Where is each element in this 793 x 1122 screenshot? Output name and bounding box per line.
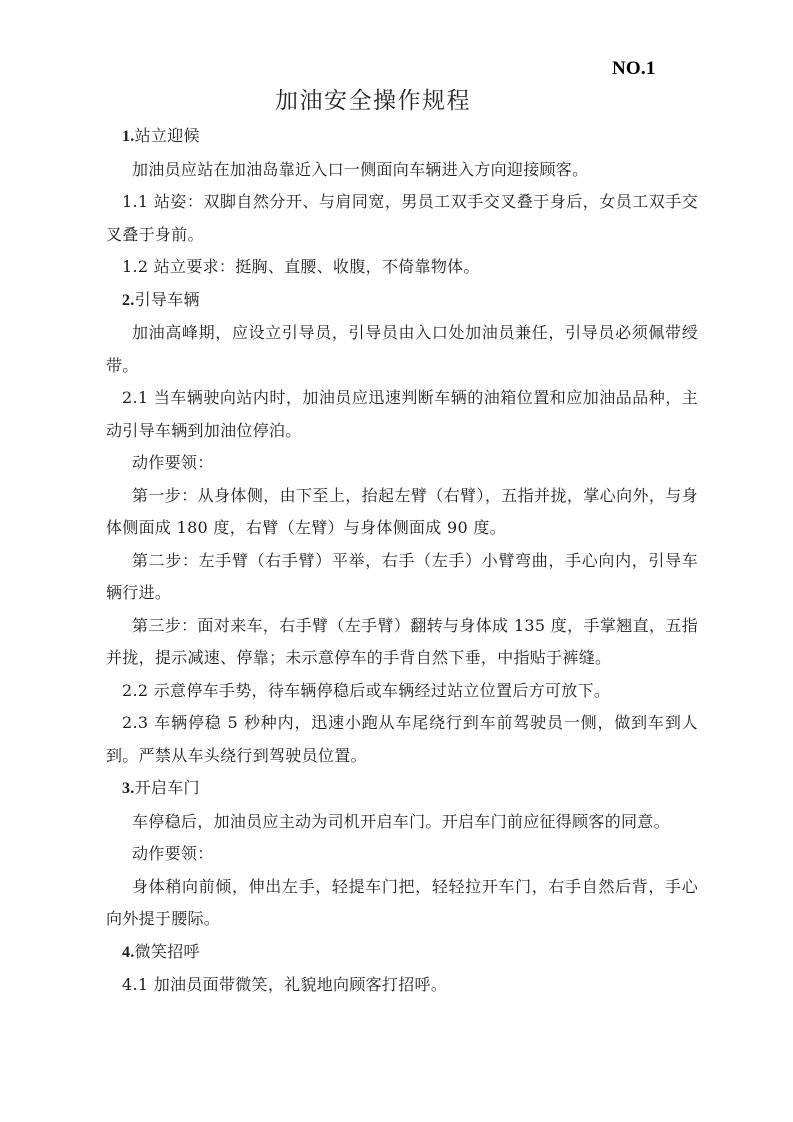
section-heading-3: 3.开启车门: [122, 778, 200, 797]
section-heading-1: 1.站立迎候: [122, 126, 200, 145]
paragraph: 加油员应站在加油岛靠近入口一侧面向车辆进入方向迎接顾客。: [132, 159, 589, 179]
section-heading-4: 4.微笑招呼: [122, 941, 200, 961]
document-number: NO.1: [612, 58, 656, 79]
paragraph: 4.1 加油员面带微笑，礼貌地向顾客打招呼。: [122, 975, 448, 994]
document-title: 加油安全操作规程: [275, 88, 471, 114]
paragraph: 1.1 站姿：双脚自然分开、与肩同宽，男员工双手交叉叠于身后，女员工双手交叉叠于身前。: [106, 192, 698, 244]
paragraph: 身体稍向前倾，伸出左手，轻提车门把，轻轻拉开车门，右手自然后背，手心向外提于腰际。: [106, 876, 698, 928]
paragraph: 1.2 站立要求：挺胸、直腰、收腹，不倚靠物体。: [122, 257, 480, 276]
paragraph: 2.1 当车辆驶向站内时，加油员应迅速判断车辆的油箱位置和应加油品品种，主动引导车辆到加油位停泊。: [106, 388, 698, 440]
paragraph: 第三步：面对来车，右手臂（左手臂）翻转与身体成 135 度，手掌翘直，五指并拢，提示减速、停靠；未示意停车的手背自然下垂，中指贴于裤缝。: [106, 615, 698, 667]
paragraph: 2.3 车辆停稳 5 秒种内，迅速小跑从车尾绕行到车前驾驶员一侧，做到车到人到。严禁从车头绕行到驾驶员位置。: [106, 713, 698, 765]
paragraph: 动作要领：: [132, 453, 214, 472]
paragraph: 第二步：左手臂（右手臂）平举，右手（左手）小臂弯曲，手心向内，引导车辆行进。: [106, 550, 698, 602]
paragraph: 加油高峰期，应设立引导员，引导员由入口处加油员兼任，引导员必须佩带绶带。: [106, 323, 698, 375]
document-body: [106, 120, 698, 1002]
paragraph: 车停稳后，加油员应主动为司机开启车门。开启车门前应征得顾客的同意。: [132, 811, 670, 831]
paragraph: 动作要领：: [132, 844, 214, 863]
paragraph: 第一步：从身体侧，由下至上，抬起左臂（右臂），五指并拢，掌心向外，与身体侧面成 180 度，右臂（左臂）与身体侧面成 90 度。: [106, 485, 698, 537]
section-heading-2: 2.引导车辆: [122, 289, 200, 309]
paragraph: 2.2 示意停车手势，待车辆停稳后或车辆经过站立位置后方可放下。: [122, 680, 611, 700]
